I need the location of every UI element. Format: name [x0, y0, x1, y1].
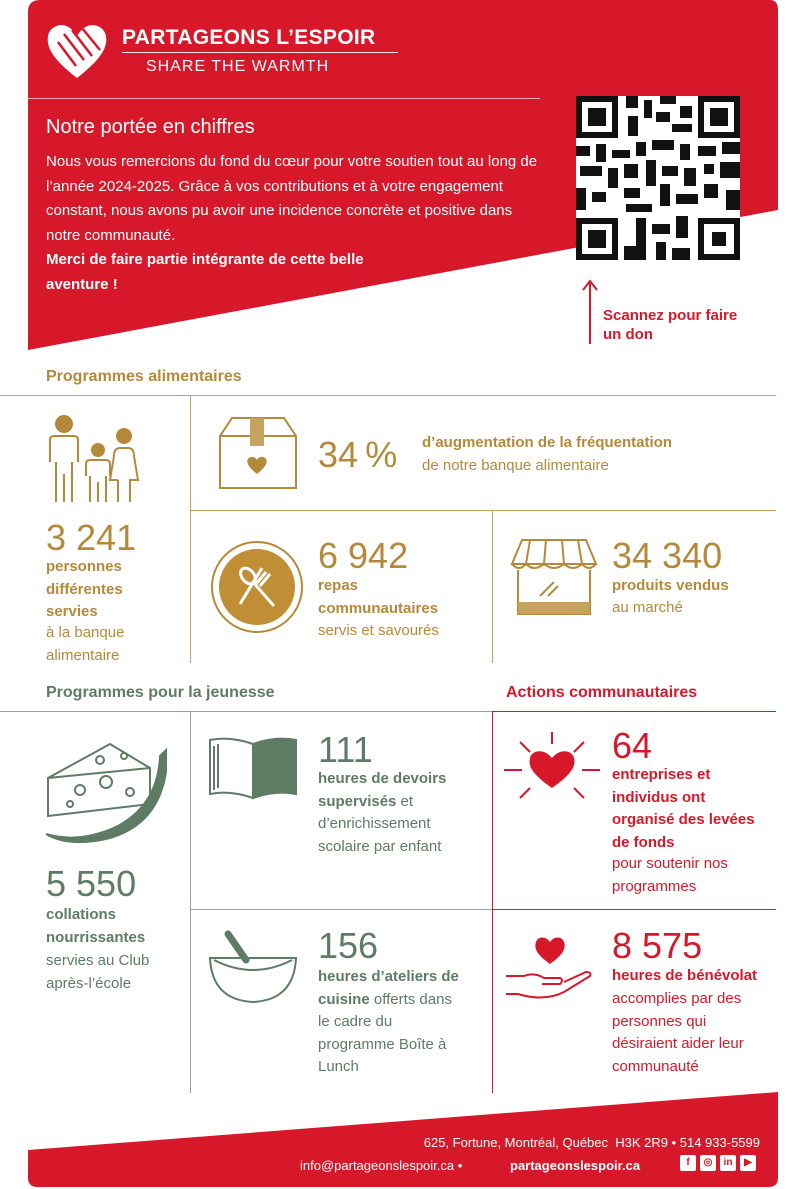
- stat-increase-label: d’augmentation de la fréquentation: [422, 434, 673, 451]
- stat-volunteer-number: 8 575: [612, 925, 703, 966]
- stat-meals-number: 6 942: [318, 535, 409, 576]
- community-divider-vertical: [492, 711, 493, 1093]
- market-stall-icon: [510, 538, 598, 618]
- intro-body: Nous vous remercions du fond du cœur pour votre soutien tout au long de l’année 2024-2025. Grâce à vos contributions et à votre engagement constant, nous avons pu avoir une incidence concrète et positive dans notre communauté.: [46, 153, 538, 244]
- family-icon: [44, 414, 140, 504]
- stat-products-number: 34 340: [612, 535, 723, 576]
- food-box-icon: [216, 414, 300, 492]
- community-divider-middle: [492, 909, 776, 910]
- footer-address: 625, Fortune, Montréal, Québec H3K 2R9 • 514 933-5599: [423, 1135, 760, 1150]
- stat-products-detail: au marché: [612, 599, 683, 616]
- stat-volunteer-label: heures de bénévolat: [612, 967, 758, 984]
- food-divider-top: [0, 395, 776, 396]
- stat-cooking-number: 156: [318, 925, 379, 966]
- qr-caption: Scannez pour faire un don: [603, 307, 738, 343]
- stat-people-label: personnes différentes servies: [46, 558, 123, 620]
- brand-name: PARTAGEONS L’ESPOIR: [122, 26, 376, 49]
- food-divider-vertical-2: [492, 510, 493, 663]
- stat-increase-detail: de notre banque alimentaire: [422, 457, 609, 474]
- stat-homework-number: 111: [318, 729, 373, 770]
- stat-snacks-label: collations nourrissantes: [46, 906, 146, 946]
- stat-products-label: produits vendus: [612, 577, 729, 594]
- stat-people-number: 3 241: [46, 517, 137, 558]
- heart-logo-icon: [44, 20, 110, 82]
- arrow-up-icon: [580, 278, 600, 346]
- stat-homework-detail: et d’enrichissement scolaire par enfant: [318, 792, 442, 855]
- instagram-icon[interactable]: ◎: [700, 1155, 716, 1171]
- brand-divider: [122, 52, 398, 53]
- stat-cooking-label: heures d’ateliers de cuisine: [318, 968, 459, 1008]
- linkedin-icon[interactable]: in: [720, 1155, 736, 1171]
- donation-qr-code[interactable]: [576, 96, 740, 260]
- footer-website[interactable]: partageonslespoir.ca: [510, 1158, 641, 1173]
- stat-cooking-detail: offerts dans le cadre du programme Boîte à Lunch: [318, 990, 452, 1075]
- stat-homework-text: [318, 768, 478, 858]
- stat-snacks-detail: servies au Club après-l’école: [46, 952, 150, 992]
- stat-people-detail: à la banque alimentaire: [46, 624, 125, 664]
- section-heading-community: Actions communautaires: [506, 684, 698, 701]
- stat-snacks-number: 5 550: [46, 863, 137, 904]
- mixing-bowl-icon: [206, 930, 300, 1006]
- radiant-heart-icon: [502, 730, 602, 808]
- intro-title: Notre portée en chiffres: [46, 116, 255, 138]
- plate-cutlery-icon: [210, 540, 304, 634]
- stat-meals-label: repas communautaires: [318, 577, 439, 617]
- brand-tagline: SHARE THE WARMTH: [146, 58, 330, 75]
- food-divider-middle: [190, 510, 776, 511]
- stat-fundraisers-detail: pour soutenir nos programmes: [612, 855, 728, 895]
- stat-meals-detail: servis et savourés: [318, 622, 439, 639]
- youth-divider-middle: [190, 909, 492, 910]
- community-divider-top: [492, 711, 776, 712]
- hand-heart-icon: [504, 930, 594, 1004]
- stat-volunteer-detail: accomplies par des personnes qui désiraient aider leur communauté: [612, 990, 744, 1075]
- youth-divider-vertical: [190, 711, 191, 1093]
- youth-divider-top: [0, 711, 492, 712]
- stat-cooking-text: [318, 966, 466, 1079]
- open-book-icon: [206, 734, 300, 804]
- intro-thanks: Merci de faire partie intégrante de cette belle aventure !: [46, 251, 364, 293]
- stat-homework-label: heures de devoirs supervisés: [318, 770, 447, 810]
- cheese-banana-icon: [40, 738, 170, 844]
- header-divider: [28, 98, 540, 99]
- stat-fundraisers-label: entreprises et individus ont organisé des levées de fonds: [612, 766, 755, 851]
- stat-increase-number: 34 %: [318, 434, 398, 475]
- footer-email[interactable]: info@partageonslespoir.ca •: [300, 1158, 463, 1173]
- section-heading-youth: Programmes pour la jeunesse: [46, 684, 275, 701]
- stat-fundraisers-number: 64: [612, 725, 653, 766]
- food-divider-vertical: [190, 395, 191, 663]
- facebook-icon[interactable]: f: [680, 1155, 696, 1171]
- youtube-icon[interactable]: ▶: [740, 1155, 756, 1171]
- section-heading-food: Programmes alimentaires: [46, 368, 242, 385]
